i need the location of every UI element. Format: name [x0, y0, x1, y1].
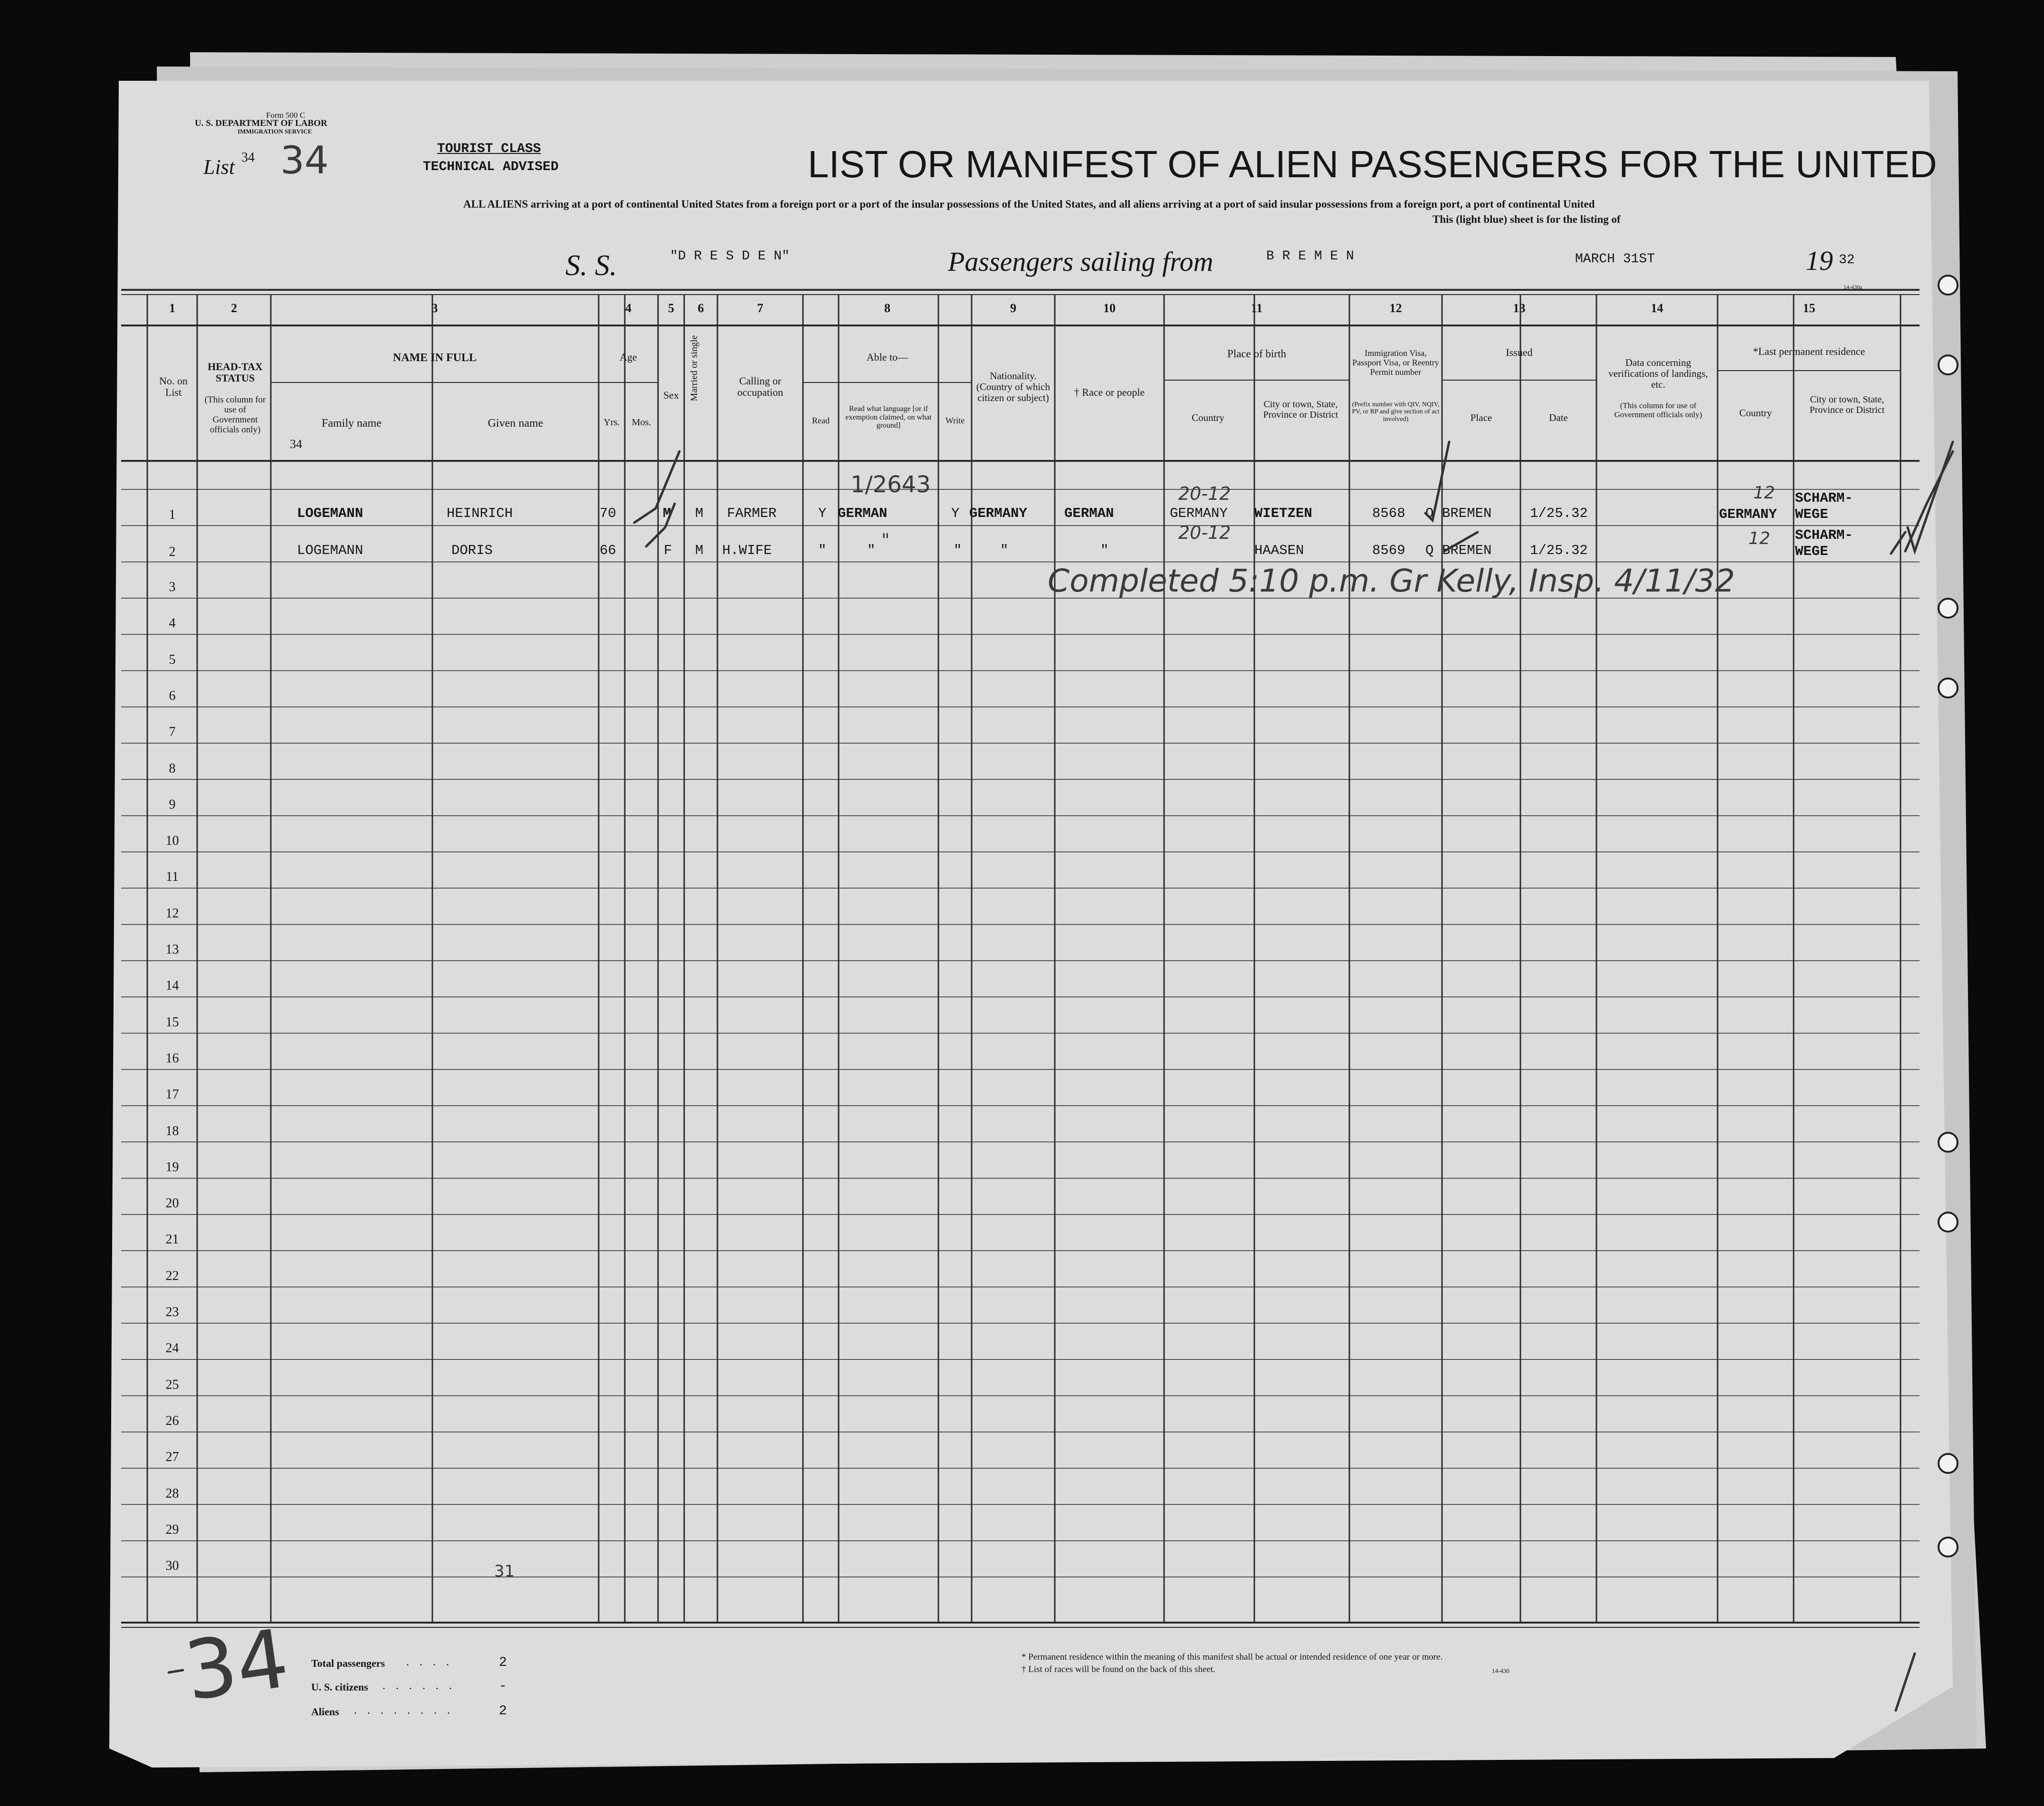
- header-issued-place: Place: [1470, 412, 1492, 423]
- row-number: 22: [165, 1268, 179, 1283]
- header-visa: Immigration Visa, Passport Visa, or Reentry Permit number: [1352, 348, 1439, 377]
- married-status: M: [695, 506, 704, 521]
- us-citizens-label: U. S. citizens: [311, 1681, 368, 1693]
- header-able-to: Able to—: [866, 351, 908, 363]
- year-prefix: 19: [1805, 245, 1833, 276]
- residence-city-line2: WEGE: [1795, 544, 1828, 559]
- column-number: 1: [169, 301, 175, 315]
- age-years: 70: [600, 506, 616, 521]
- row-number: 30: [165, 1558, 179, 1574]
- list-number-marker: 34: [290, 437, 302, 451]
- header-visa-note: (Prefix number with QIV, NQIV, PV, or RP and give section of act involved): [1352, 401, 1440, 423]
- header-read: Read: [812, 416, 830, 425]
- header-age: Age: [620, 351, 637, 363]
- departure-port: B R E M E N: [1266, 249, 1354, 264]
- footnote-residence: * Permanent residence within the meaning of this manifest shall be actual or intended residence of one year or more.: [1022, 1652, 1443, 1662]
- occupation: H.WIFE: [722, 543, 772, 558]
- column-number: 7: [757, 301, 764, 315]
- header-birth-city: City or town, State, Province or District: [1263, 399, 1338, 420]
- row-number: 28: [165, 1486, 179, 1501]
- issued-date: 1/25.32: [1530, 506, 1588, 521]
- row-number: 10: [165, 833, 179, 849]
- family-name: LOGEMANN: [297, 543, 363, 558]
- header-residence-city: City or town, State, Province or District: [1809, 394, 1885, 415]
- issued-date: 1/25.32: [1530, 543, 1588, 558]
- header-last-residence: *Last permanent residence: [1753, 345, 1865, 357]
- issued-place: BREMEN: [1442, 543, 1492, 558]
- row-number: 25: [165, 1377, 179, 1392]
- column-number: 14: [1651, 301, 1663, 315]
- residence-city-line1: SCHARM-: [1795, 527, 1853, 543]
- department-name: U. S. DEPARTMENT OF LABOR: [195, 118, 327, 128]
- list-number-handwritten: 34: [280, 138, 329, 182]
- header-years: Yrs.: [603, 417, 620, 428]
- list-number-typed: 34: [241, 150, 255, 165]
- sailing-date: MARCH 31ST: [1575, 252, 1655, 267]
- year-suffix: 32: [1839, 253, 1855, 268]
- header-calling: Calling or occupation: [737, 375, 783, 399]
- header-issued: Issued: [1506, 346, 1533, 358]
- column-number: 5: [668, 301, 674, 315]
- row-number: 16: [165, 1051, 179, 1066]
- given-name: DORIS: [451, 543, 493, 558]
- read-language: ": [867, 543, 876, 558]
- form-code-top: 14-430a: [1843, 284, 1863, 290]
- header-head-tax: HEAD-TAX STATUS: [208, 361, 263, 384]
- row-number: 21: [165, 1232, 179, 1247]
- row-number: 2: [169, 545, 176, 559]
- manifest-subtitle-2: This (light blue) sheet is for the listing of: [1433, 213, 1621, 225]
- row-number: 17: [165, 1087, 179, 1102]
- visa-reference: 1/2643: [850, 471, 931, 498]
- birth-code: 20-12: [1178, 522, 1231, 543]
- class-line-2: TECHNICAL ADVISED: [423, 160, 559, 174]
- column-number: 2: [231, 301, 237, 315]
- form-number: Form 500 C: [266, 111, 306, 120]
- residence-city-line1: SCHARM-: [1795, 490, 1853, 506]
- row-number: 15: [165, 1014, 179, 1030]
- birth-city: WIETZEN: [1254, 506, 1312, 521]
- column-number: 4: [625, 301, 631, 315]
- list-label: List: [203, 155, 235, 179]
- row-number: 18: [165, 1123, 179, 1138]
- header-data-note: (This column for use of Government officials only): [1614, 401, 1702, 419]
- margin-number: 34: [179, 1611, 295, 1720]
- column-number: 9: [1010, 301, 1016, 315]
- residence-code: 12: [1753, 483, 1775, 503]
- birth-country: GERMANY: [1170, 506, 1228, 521]
- row-number: 13: [165, 942, 179, 957]
- residence-city-line2: WEGE: [1795, 506, 1828, 522]
- column-number: 8: [884, 301, 890, 315]
- column-number: 15: [1803, 301, 1815, 315]
- manifest-title: LIST OR MANIFEST OF ALIEN PASSENGERS FOR THE UNITED: [808, 143, 1937, 185]
- row-number: 26: [165, 1413, 179, 1428]
- row-number: 5: [169, 652, 176, 667]
- column-number: 3: [431, 301, 438, 315]
- small-number: 31: [494, 1562, 515, 1581]
- visa-number: 8569: [1372, 543, 1405, 558]
- can-read: ": [818, 543, 827, 558]
- header-head-tax-note: (This column for use of Government officials only): [204, 395, 266, 435]
- race: ": [1100, 543, 1109, 558]
- ditto-mark: ": [881, 530, 890, 551]
- header-birth-country: Country: [1192, 412, 1224, 423]
- header-race: † Race or people: [1074, 386, 1145, 398]
- can-write: ": [954, 543, 962, 558]
- age-years: 66: [600, 543, 616, 558]
- row-number: 14: [165, 978, 179, 994]
- column-number: 12: [1389, 301, 1402, 315]
- can-read: Y: [818, 506, 827, 521]
- visa-type: Q: [1425, 543, 1434, 558]
- row-number: 29: [165, 1522, 179, 1537]
- class-line-1: TOURIST CLASS: [437, 142, 541, 156]
- occupation: FARMER: [727, 506, 777, 521]
- row-number: 9: [169, 797, 176, 812]
- birth-city: HAASEN: [1254, 543, 1304, 558]
- nationality: ": [1000, 543, 1009, 558]
- row-number: 3: [169, 580, 176, 594]
- row-number: 1: [169, 507, 176, 522]
- column-number: 11: [1251, 301, 1263, 315]
- read-language: GERMAN: [838, 506, 888, 521]
- given-name: HEINRICH: [447, 506, 513, 521]
- visa-type: Q: [1425, 506, 1434, 521]
- row-number: 20: [165, 1196, 179, 1211]
- completed-note: Completed 5:10 p.m. Gr Kelly, Insp. 4/11/32: [1048, 563, 1735, 599]
- header-family-name: Family name: [322, 417, 382, 430]
- row-number: 7: [169, 725, 176, 740]
- header-residence-country: Country: [1739, 407, 1772, 419]
- residence-country: GERMANY: [1719, 506, 1777, 522]
- header-nationality: Nationality. (Country of which citizen or subject): [976, 370, 1051, 404]
- footnote-races: † List of races will be found on the back of this sheet.: [1022, 1664, 1215, 1674]
- manifest-subtitle-1: ALL ALIENS arriving at a port of continental United States from a foreign port or a port of the insular possessions of the United States, and all aliens arriving at a port of said insular possessions from a foreign port, a port of continental United: [463, 198, 1595, 210]
- row-number: 6: [169, 688, 176, 703]
- column-number: 6: [697, 301, 704, 315]
- row-number: 11: [166, 870, 179, 885]
- nationality: GERMANY: [969, 506, 1027, 521]
- header-read-language: Read what language [or if exemption claimed, on what ground]: [845, 405, 932, 430]
- total-passengers-value: 2: [499, 1655, 507, 1670]
- header-name-in-full: NAME IN FULL: [392, 352, 477, 364]
- column-number: 13: [1513, 301, 1526, 315]
- aliens-label: Aliens: [311, 1706, 339, 1718]
- family-name: LOGEMANN: [297, 506, 363, 521]
- header-data-concerning: Data concerning verifications of landings, etc.: [1608, 357, 1708, 391]
- race: GERMAN: [1064, 506, 1114, 521]
- ship-name: "D R E S D E N": [670, 249, 790, 264]
- header-married: Married or single: [689, 335, 699, 401]
- row-number: 19: [165, 1159, 179, 1175]
- visa-number: 8568: [1372, 506, 1405, 521]
- married-status: M: [695, 543, 704, 558]
- service-name: IMMIGRATION SERVICE: [238, 128, 312, 135]
- row-number: 24: [165, 1341, 179, 1356]
- ss-label: S. S.: [565, 249, 617, 282]
- total-passengers-label: Total passengers: [311, 1657, 385, 1669]
- birth-code: 20-12: [1178, 483, 1231, 504]
- residence-code: 12: [1748, 529, 1770, 548]
- header-sex: Sex: [663, 389, 679, 401]
- header-months: Mos.: [631, 417, 651, 428]
- issued-place: BREMEN: [1442, 506, 1492, 521]
- header-write: Write: [945, 416, 965, 425]
- sex: F: [664, 543, 672, 558]
- aliens-value: 2: [499, 1704, 507, 1719]
- row-number: 8: [169, 761, 176, 776]
- header-no-on-list: No. on List: [159, 375, 188, 399]
- row-number: 23: [165, 1305, 179, 1319]
- sailing-from-label: Passengers sailing from: [948, 246, 1213, 277]
- column-number: 10: [1103, 301, 1116, 315]
- header-given-name: Given name: [487, 417, 544, 430]
- sex: M: [663, 506, 671, 521]
- row-number: 27: [165, 1450, 179, 1465]
- leader-dots: . . . . . . . .: [354, 1704, 454, 1717]
- row-number: 12: [165, 906, 179, 921]
- form-code: 14-430: [1492, 1667, 1509, 1674]
- leader-dots: . . . .: [406, 1656, 453, 1668]
- row-number: 4: [169, 616, 176, 631]
- can-write: Y: [951, 506, 960, 521]
- us-citizens-value: -: [499, 1679, 507, 1694]
- header-issued-date: Date: [1549, 412, 1568, 423]
- leader-dots: . . . . . .: [382, 1680, 456, 1692]
- header-place-of-birth: Place of birth: [1227, 348, 1286, 360]
